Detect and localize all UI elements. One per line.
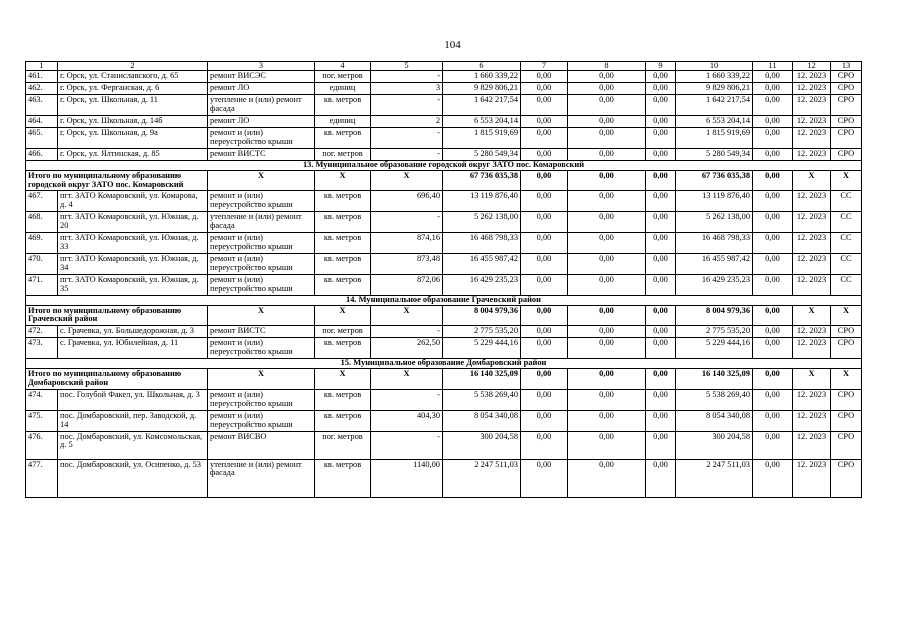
value-cell: 0,00: [753, 127, 793, 148]
deadline-cell: 12. 2023: [793, 410, 831, 431]
value-cell: 0,00: [646, 95, 676, 116]
quantity-cell: -: [371, 71, 443, 83]
work-type-cell: ремонт и (или) переустройство крыши: [208, 410, 315, 431]
deadline-cell: 12. 2023: [793, 116, 831, 128]
total-x: Х: [315, 170, 371, 191]
value-cell: 0,00: [521, 389, 568, 410]
column-number: 11: [753, 62, 793, 71]
cost-cell: 5 229 444,16: [443, 338, 521, 359]
total-label: Итого по муниципальному образованию городской округ ЗАТО пос. Комаровский: [26, 170, 208, 191]
method-cell: СС: [831, 274, 862, 295]
total-x: Х: [371, 369, 443, 390]
row-number: 473.: [26, 338, 58, 359]
quantity-cell: -: [371, 389, 443, 410]
unit-cell: кв. метров: [315, 233, 371, 254]
deadline-cell: 12. 2023: [793, 127, 831, 148]
value-cell: 0,00: [521, 338, 568, 359]
value-cell: 0,00: [521, 148, 568, 160]
cost-cell: 5 229 444,16: [676, 338, 753, 359]
column-number: 2: [58, 62, 208, 71]
value-cell: 0,00: [753, 233, 793, 254]
value-cell: 0,00: [521, 410, 568, 431]
cost-cell: 9 829 806,21: [676, 83, 753, 95]
value-cell: 0,00: [568, 148, 646, 160]
work-type-cell: ремонт ВИСВО: [208, 431, 315, 459]
table-row: [26, 71, 862, 83]
cost-cell: 1 815 919,69: [676, 127, 753, 148]
work-type-cell: утепление и (или) ремонт фасада: [208, 459, 315, 497]
total-value: 0,00: [646, 369, 676, 390]
work-type-cell: ремонт ВИСТС: [208, 326, 315, 338]
section-header-row: [26, 359, 862, 369]
total-x: Х: [208, 305, 315, 326]
total-x: Х: [371, 170, 443, 191]
work-type-cell: ремонт и (или) переустройство крыши: [208, 338, 315, 359]
method-cell: СРО: [831, 338, 862, 359]
value-cell: 0,00: [646, 459, 676, 497]
value-cell: 0,00: [753, 148, 793, 160]
cost-cell: 16 468 798,33: [676, 233, 753, 254]
column-number: 1: [26, 62, 58, 71]
total-value: 0,00: [521, 305, 568, 326]
row-number: 477.: [26, 459, 58, 497]
deadline-cell: 12. 2023: [793, 274, 831, 295]
total-amount-repeat: 8 004 979,36: [676, 305, 753, 326]
total-value: 0,00: [646, 170, 676, 191]
column-number: 7: [521, 62, 568, 71]
value-cell: 0,00: [568, 191, 646, 212]
address-cell: пгт. ЗАТО Комаровский, ул. Южная, д. 34: [58, 253, 208, 274]
row-number: 471.: [26, 274, 58, 295]
quantity-cell: -: [371, 127, 443, 148]
work-type-cell: ремонт и (или) переустройство крыши: [208, 233, 315, 254]
total-amount: 67 736 035,38: [443, 170, 521, 191]
method-cell: СРО: [831, 148, 862, 160]
cost-cell: 2 247 511,03: [676, 459, 753, 497]
cost-cell: 16 455 987,42: [676, 253, 753, 274]
row-number: 470.: [26, 253, 58, 274]
table-row: [26, 212, 862, 233]
method-cell: СС: [831, 191, 862, 212]
total-value: 0,00: [568, 369, 646, 390]
total-x: Х: [831, 305, 862, 326]
total-x: Х: [793, 170, 831, 191]
work-type-cell: ремонт ЛО: [208, 83, 315, 95]
cost-cell: 300 204,58: [676, 431, 753, 459]
value-cell: 0,00: [646, 127, 676, 148]
row-number: 467.: [26, 191, 58, 212]
method-cell: СРО: [831, 116, 862, 128]
address-cell: пгт. ЗАТО Комаровский, ул. Южная, д. 20: [58, 212, 208, 233]
cost-cell: 5 262 138,00: [443, 212, 521, 233]
column-number: 4: [315, 62, 371, 71]
value-cell: 0,00: [753, 212, 793, 233]
section-title: 13. Муниципальное образование городской округ ЗАТО пос. Комаровский: [26, 160, 862, 170]
value-cell: 0,00: [753, 116, 793, 128]
deadline-cell: 12. 2023: [793, 212, 831, 233]
method-cell: СРО: [831, 389, 862, 410]
method-cell: СРО: [831, 127, 862, 148]
unit-cell: единиц: [315, 83, 371, 95]
column-number: 5: [371, 62, 443, 71]
value-cell: 0,00: [568, 127, 646, 148]
cost-cell: 2 247 511,03: [443, 459, 521, 497]
value-cell: 0,00: [521, 233, 568, 254]
address-cell: г. Орск, ул. Школьная, д. 9а: [58, 127, 208, 148]
value-cell: 0,00: [646, 233, 676, 254]
deadline-cell: 12. 2023: [793, 326, 831, 338]
address-cell: г. Орск, ул. Станиславского, д. 65: [58, 71, 208, 83]
table-row: [26, 127, 862, 148]
total-x: Х: [208, 170, 315, 191]
method-cell: СРО: [831, 326, 862, 338]
unit-cell: кв. метров: [315, 274, 371, 295]
total-value: 0,00: [753, 305, 793, 326]
unit-cell: пог. метров: [315, 71, 371, 83]
value-cell: 0,00: [646, 253, 676, 274]
page-number: 104: [444, 39, 461, 51]
cost-cell: 6 553 204,14: [443, 116, 521, 128]
value-cell: 0,00: [646, 389, 676, 410]
work-type-cell: утепление и (или) ремонт фасада: [208, 95, 315, 116]
table-row: [26, 83, 862, 95]
deadline-cell: 12. 2023: [793, 148, 831, 160]
value-cell: 0,00: [646, 274, 676, 295]
total-label: Итого по муниципальному образованию Грачевский район: [26, 305, 208, 326]
cost-cell: 1 660 339,22: [676, 71, 753, 83]
value-cell: 0,00: [568, 459, 646, 497]
value-cell: 0,00: [753, 459, 793, 497]
value-cell: 0,00: [646, 116, 676, 128]
total-value: 0,00: [521, 170, 568, 191]
row-number: 462.: [26, 83, 58, 95]
value-cell: 0,00: [521, 95, 568, 116]
method-cell: СС: [831, 253, 862, 274]
value-cell: 0,00: [646, 326, 676, 338]
quantity-cell: 872,06: [371, 274, 443, 295]
column-number: 9: [646, 62, 676, 71]
value-cell: 0,00: [568, 83, 646, 95]
total-row: [26, 305, 862, 326]
unit-cell: кв. метров: [315, 191, 371, 212]
method-cell: СРО: [831, 95, 862, 116]
work-type-cell: ремонт ВИСТС: [208, 148, 315, 160]
deadline-cell: 12. 2023: [793, 83, 831, 95]
deadline-cell: 12. 2023: [793, 95, 831, 116]
method-cell: СРО: [831, 459, 862, 497]
value-cell: 0,00: [521, 459, 568, 497]
total-value: 0,00: [646, 305, 676, 326]
section-header-row: [26, 160, 862, 170]
value-cell: 0,00: [568, 253, 646, 274]
unit-cell: кв. метров: [315, 389, 371, 410]
cost-cell: 1 642 217,54: [443, 95, 521, 116]
total-x: Х: [831, 369, 862, 390]
address-cell: г. Орск, ул. Ферганская, д. 6: [58, 83, 208, 95]
value-cell: 0,00: [646, 431, 676, 459]
value-cell: 0,00: [568, 338, 646, 359]
work-type-cell: ремонт и (или) переустройство крыши: [208, 253, 315, 274]
cost-cell: 300 204,58: [443, 431, 521, 459]
value-cell: 0,00: [753, 253, 793, 274]
quantity-cell: -: [371, 431, 443, 459]
method-cell: СРО: [831, 83, 862, 95]
unit-cell: единиц: [315, 116, 371, 128]
cost-cell: 5 280 549,34: [676, 148, 753, 160]
value-cell: 0,00: [568, 212, 646, 233]
total-x: Х: [315, 305, 371, 326]
value-cell: 0,00: [568, 71, 646, 83]
deadline-cell: 12. 2023: [793, 191, 831, 212]
unit-cell: пог. метров: [315, 431, 371, 459]
value-cell: 0,00: [753, 71, 793, 83]
total-amount: 16 140 325,09: [443, 369, 521, 390]
cost-cell: 16 468 798,33: [443, 233, 521, 254]
total-value: 0,00: [753, 170, 793, 191]
section-title: 15. Муниципальное образование Домбаровский район: [26, 359, 862, 369]
total-amount-repeat: 67 736 035,38: [676, 170, 753, 191]
total-label: Итого по муниципальному образованию Домбаровский район: [26, 369, 208, 390]
value-cell: 0,00: [521, 83, 568, 95]
quantity-cell: 874,16: [371, 233, 443, 254]
value-cell: 0,00: [753, 431, 793, 459]
value-cell: 0,00: [521, 253, 568, 274]
value-cell: 0,00: [568, 116, 646, 128]
column-number: 6: [443, 62, 521, 71]
row-number: 463.: [26, 95, 58, 116]
unit-cell: кв. метров: [315, 253, 371, 274]
method-cell: СС: [831, 233, 862, 254]
deadline-cell: 12. 2023: [793, 431, 831, 459]
quantity-cell: -: [371, 326, 443, 338]
table-row: [26, 116, 862, 128]
section-header-row: [26, 295, 862, 305]
quantity-cell: 404,30: [371, 410, 443, 431]
total-x: Х: [793, 369, 831, 390]
value-cell: 0,00: [753, 95, 793, 116]
address-cell: г. Орск, ул. Школьная, д. 11: [58, 95, 208, 116]
work-type-cell: ремонт и (или) переустройство крыши: [208, 127, 315, 148]
cost-cell: 8 054 340,08: [443, 410, 521, 431]
cost-cell: 5 538 269,40: [676, 389, 753, 410]
value-cell: 0,00: [646, 148, 676, 160]
address-cell: г. Орск, ул. Ялтинская, д. 85: [58, 148, 208, 160]
total-amount: 8 004 979,36: [443, 305, 521, 326]
cost-cell: 6 553 204,14: [676, 116, 753, 128]
address-cell: пос. Домбаровский, пер. Заводской, д. 14: [58, 410, 208, 431]
table-row: [26, 431, 862, 459]
value-cell: 0,00: [521, 212, 568, 233]
method-cell: СС: [831, 212, 862, 233]
deadline-cell: 12. 2023: [793, 253, 831, 274]
quantity-cell: 873,48: [371, 253, 443, 274]
unit-cell: пог. метров: [315, 148, 371, 160]
value-cell: 0,00: [521, 274, 568, 295]
cost-cell: 16 429 235,23: [443, 274, 521, 295]
column-number-row: [26, 62, 862, 71]
address-cell: пос. Домбаровский, ул. Осипенко, д. 53: [58, 459, 208, 497]
value-cell: 0,00: [753, 389, 793, 410]
cost-cell: 13 119 876,40: [443, 191, 521, 212]
value-cell: 0,00: [646, 71, 676, 83]
capital-repair-table: [25, 61, 862, 498]
value-cell: 0,00: [753, 410, 793, 431]
row-number: 464.: [26, 116, 58, 128]
table-row: [26, 389, 862, 410]
total-row: [26, 369, 862, 390]
unit-cell: кв. метров: [315, 459, 371, 497]
address-cell: с. Грачевка, ул. Большедорожная, д. 3: [58, 326, 208, 338]
total-x: Х: [831, 170, 862, 191]
row-number: 465.: [26, 127, 58, 148]
unit-cell: кв. метров: [315, 95, 371, 116]
total-amount-repeat: 16 140 325,09: [676, 369, 753, 390]
value-cell: 0,00: [568, 274, 646, 295]
unit-cell: пог. метров: [315, 326, 371, 338]
table-row: [26, 326, 862, 338]
unit-cell: кв. метров: [315, 338, 371, 359]
cost-cell: 1 642 217,54: [676, 95, 753, 116]
value-cell: 0,00: [568, 233, 646, 254]
row-number: 474.: [26, 389, 58, 410]
cost-cell: 2 775 535,20: [676, 326, 753, 338]
value-cell: 0,00: [568, 326, 646, 338]
unit-cell: кв. метров: [315, 410, 371, 431]
value-cell: 0,00: [753, 274, 793, 295]
quantity-cell: 1140,00: [371, 459, 443, 497]
row-number: 476.: [26, 431, 58, 459]
value-cell: 0,00: [753, 326, 793, 338]
address-cell: г. Орск, ул. Школьная, д. 14б: [58, 116, 208, 128]
column-number: 10: [676, 62, 753, 71]
address-cell: с. Грачевка, ул. Юбилейная, д. 11: [58, 338, 208, 359]
row-number: 475.: [26, 410, 58, 431]
quantity-cell: -: [371, 148, 443, 160]
value-cell: 0,00: [646, 410, 676, 431]
quantity-cell: -: [371, 212, 443, 233]
cost-cell: 8 054 340,08: [676, 410, 753, 431]
cost-cell: 1 815 919,69: [443, 127, 521, 148]
column-number: 3: [208, 62, 315, 71]
address-cell: пгт. ЗАТО Комаровский, ул. Южная, д. 33: [58, 233, 208, 254]
work-type-cell: утепление и (или) ремонт фасада: [208, 212, 315, 233]
section-title: 14. Муниципальное образование Грачевский район: [26, 295, 862, 305]
value-cell: 0,00: [521, 71, 568, 83]
value-cell: 0,00: [521, 116, 568, 128]
method-cell: СРО: [831, 410, 862, 431]
cost-cell: 13 119 876,40: [676, 191, 753, 212]
row-number: 466.: [26, 148, 58, 160]
value-cell: 0,00: [521, 326, 568, 338]
value-cell: 0,00: [646, 212, 676, 233]
value-cell: 0,00: [646, 83, 676, 95]
address-cell: пгт. ЗАТО Комаровский, ул. Комарова, д. 4: [58, 191, 208, 212]
cost-cell: 1 660 339,22: [443, 71, 521, 83]
table-row: [26, 459, 862, 497]
total-x: Х: [315, 369, 371, 390]
work-type-cell: ремонт ВИСЭС: [208, 71, 315, 83]
value-cell: 0,00: [753, 191, 793, 212]
column-number: 8: [568, 62, 646, 71]
deadline-cell: 12. 2023: [793, 71, 831, 83]
total-value: 0,00: [568, 305, 646, 326]
column-number: 13: [831, 62, 862, 71]
table-row: [26, 410, 862, 431]
column-number: 12: [793, 62, 831, 71]
table-row: [26, 274, 862, 295]
address-cell: пос. Голубой Факел, ул. Школьная, д. 3: [58, 389, 208, 410]
deadline-cell: 12. 2023: [793, 233, 831, 254]
total-x: Х: [371, 305, 443, 326]
total-row: [26, 170, 862, 191]
table-row: [26, 95, 862, 116]
value-cell: 0,00: [753, 338, 793, 359]
quantity-cell: 262,50: [371, 338, 443, 359]
cost-cell: 2 775 535,20: [443, 326, 521, 338]
row-number: 468.: [26, 212, 58, 233]
total-value: 0,00: [568, 170, 646, 191]
quantity-cell: 3: [371, 83, 443, 95]
deadline-cell: 12. 2023: [793, 389, 831, 410]
row-number: 461.: [26, 71, 58, 83]
table-row: [26, 191, 862, 212]
value-cell: 0,00: [646, 191, 676, 212]
row-number: 472.: [26, 326, 58, 338]
work-type-cell: ремонт и (или) переустройство крыши: [208, 389, 315, 410]
work-type-cell: ремонт ЛО: [208, 116, 315, 128]
table-row: [26, 148, 862, 160]
table-row: [26, 233, 862, 254]
value-cell: 0,00: [521, 127, 568, 148]
address-cell: пос. Домбаровский, ул. Комсомольская, д. 5: [58, 431, 208, 459]
cost-cell: 5 262 138,00: [676, 212, 753, 233]
value-cell: 0,00: [521, 191, 568, 212]
value-cell: 0,00: [568, 95, 646, 116]
cost-cell: 9 829 806,21: [443, 83, 521, 95]
work-type-cell: ремонт и (или) переустройство крыши: [208, 191, 315, 212]
unit-cell: кв. метров: [315, 127, 371, 148]
cost-cell: 16 455 987,42: [443, 253, 521, 274]
total-x: Х: [208, 369, 315, 390]
unit-cell: кв. метров: [315, 212, 371, 233]
cost-cell: 5 538 269,40: [443, 389, 521, 410]
cost-cell: 16 429 235,23: [676, 274, 753, 295]
table-row: [26, 338, 862, 359]
quantity-cell: -: [371, 95, 443, 116]
cost-cell: 5 280 549,34: [443, 148, 521, 160]
value-cell: 0,00: [753, 83, 793, 95]
value-cell: 0,00: [568, 410, 646, 431]
value-cell: 0,00: [568, 389, 646, 410]
value-cell: 0,00: [521, 431, 568, 459]
quantity-cell: 696,40: [371, 191, 443, 212]
total-value: 0,00: [753, 369, 793, 390]
total-x: Х: [793, 305, 831, 326]
total-value: 0,00: [521, 369, 568, 390]
row-number: 469.: [26, 233, 58, 254]
value-cell: 0,00: [568, 431, 646, 459]
work-type-cell: ремонт и (или) переустройство крыши: [208, 274, 315, 295]
method-cell: СРО: [831, 71, 862, 83]
method-cell: СРО: [831, 431, 862, 459]
value-cell: 0,00: [646, 338, 676, 359]
table-row: [26, 253, 862, 274]
address-cell: пгт. ЗАТО Комаровский, ул. Южная, д. 35: [58, 274, 208, 295]
deadline-cell: 12. 2023: [793, 338, 831, 359]
quantity-cell: 2: [371, 116, 443, 128]
deadline-cell: 12. 2023: [793, 459, 831, 497]
